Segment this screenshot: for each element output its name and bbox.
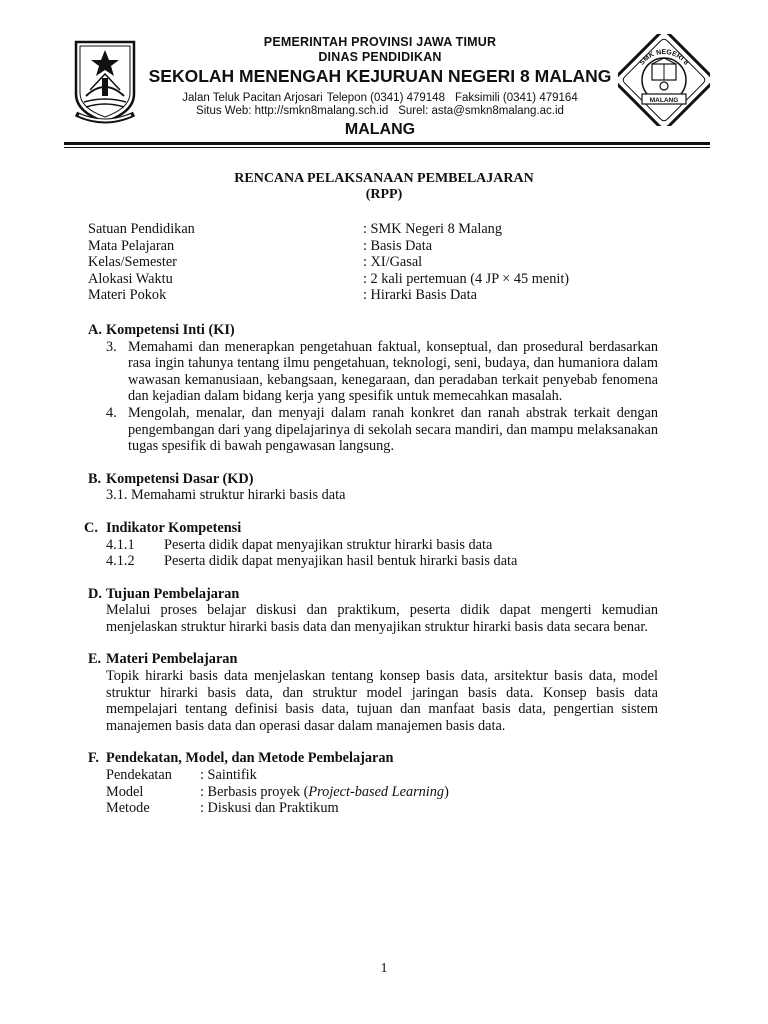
list-number: 3.: [106, 338, 117, 355]
identity-label: Kelas/Semester: [88, 254, 177, 271]
section-letter: D.: [88, 585, 102, 602]
section-kompetensi-dasar: [88, 471, 658, 504]
model-value: [200, 784, 449, 801]
section-title: Materi Pembelajaran: [106, 651, 238, 668]
section-heading: [88, 651, 658, 668]
section-pendekatan-model-metode: [88, 750, 658, 816]
section-title: Indikator Kompetensi: [106, 519, 242, 536]
list-item: [106, 405, 658, 455]
list-item: [106, 537, 658, 554]
title-line-1: RENCANA PELAKSANAAN PEMBELAJARAN: [234, 171, 534, 186]
department-line: DINAS PENDIDIKAN: [318, 49, 442, 64]
section-letter: E.: [88, 651, 102, 668]
smkn8-malang-school-logo-icon: [618, 34, 710, 126]
pendekatan-value: : Saintifik: [200, 767, 257, 784]
school-website: Situs Web: http://smkn8malang.sch.id: [196, 105, 389, 117]
school-address: Jalan Teluk Pacitan Arjosari: [182, 91, 323, 104]
section-heading: [88, 750, 658, 767]
list-text: Peserta didik dapat menyajikan hasil bentuk hirarki basis data: [164, 553, 518, 570]
model-value-italic: Project-based Learning: [308, 783, 445, 800]
section-title: Kompetensi Dasar (KD): [106, 470, 254, 487]
identity-block: [88, 221, 658, 304]
identity-label: Alokasi Waktu: [88, 270, 173, 287]
identity-value: : Hirarki Basis Data: [363, 287, 477, 304]
school-fax: Faksimili (0341) 479164: [454, 91, 578, 104]
identity-value: : Basis Data: [363, 237, 433, 254]
section-heading: [84, 520, 658, 537]
letterhead: [64, 30, 710, 138]
identity-label: Mata Pelajaran: [88, 237, 175, 254]
model-value-suffix: ): [444, 783, 449, 800]
section-title: Kompetensi Inti (KI): [106, 321, 235, 338]
list-number: 4.1.2: [106, 553, 135, 570]
school-city: MALANG: [344, 120, 416, 138]
identity-row: [88, 221, 658, 238]
list-number: 4.1.1: [106, 536, 135, 553]
letterhead-rule-thick: [64, 142, 710, 145]
identity-row: [88, 287, 658, 304]
metode-label: Metode: [106, 800, 150, 817]
document-body: [84, 221, 658, 817]
document-title: [0, 171, 768, 203]
identity-row: [88, 254, 658, 271]
section-letter: B.: [88, 470, 102, 487]
metode-row: [106, 800, 658, 817]
section-heading: [88, 471, 658, 488]
identity-value: : SMK Negeri 8 Malang: [363, 221, 502, 237]
page-number: 1: [380, 961, 388, 976]
section-tujuan-pembelajaran: [88, 586, 658, 636]
list-text: Mengolah, menalar, dan menyaji dalam ranah konkret dan ranah abstrak terkait dengan pengembangan dari yang dipelajarinya di sekolah secara mandiri, dan mampu melaksanakan tugas spesifik di bawah pengawasan langsung.: [128, 404, 658, 455]
section-letter: F.: [88, 750, 99, 767]
section-letter: A.: [88, 321, 102, 338]
identity-value: : XI/Gasal: [363, 254, 423, 271]
government-line: PEMERINTAH PROVINSI JAWA TIMUR: [263, 35, 497, 49]
identity-label: Satuan Pendidikan: [88, 221, 195, 237]
school-phone: Telepon (0341) 479148: [326, 91, 445, 104]
section-title: Tujuan Pembelajaran: [106, 585, 240, 602]
identity-row: [88, 271, 658, 288]
contact-line-2: [146, 106, 614, 118]
section-text: Topik hirarki basis data menjelaskan tentang konsep basis data, arsitektur basis data, model struktur hirarki basis data, dan struktur model jaringan basis data. Konsep basis data mempelajari tentang definisi basis data, tujuan dan manfaat basis data, pengertian sistem manajemen basis data dan operasi dasar dalam manajemen basis data.: [106, 668, 658, 734]
list-item: [106, 553, 658, 570]
letterhead-rule-thin: [64, 147, 710, 148]
school-name: SEKOLAH MENENGAH KEJURUAN NEGERI 8 MALANG: [148, 66, 612, 86]
section-heading: [88, 586, 658, 603]
section-kompetensi-inti: [88, 322, 658, 455]
pendekatan-row: [106, 767, 658, 784]
school-email: Surel: asta@smkn8malang.ac.id: [398, 105, 564, 117]
contact-line-1: [146, 93, 614, 105]
logo-bottom-text: MALANG: [649, 97, 679, 104]
section-letter: C.: [84, 519, 98, 536]
model-label: Model: [106, 783, 144, 800]
section-text: Melalui proses belajar diskusi dan praktikum, peserta didik dapat mengerti kemudian menjelaskan struktur hirarki basis data dan menyajikan struktur hirarki basis data secara benar.: [106, 602, 658, 635]
list-text: Memahami dan menerapkan pengetahuan faktual, konseptual, dan prosedural berdasarkan rasa ingin tahunya tentang ilmu pengetahuan, teknologi, seni, budaya, dan humaniora dalam wawasan kemanusiaan, kebangsaan, kenegaraan, dan peradaban terkait penyebab fenomena dan kejadian dalam bidang kerja yang spesifik untuk memecahkan masalah.: [128, 338, 658, 405]
identity-value: : 2 kali pertemuan (4 JP × 45 menit): [363, 270, 570, 287]
pendekatan-label: Pendekatan: [106, 767, 172, 784]
section-title: Pendekatan, Model, dan Metode Pembelajaran: [106, 750, 394, 767]
section-indikator-kompetensi: [84, 520, 658, 570]
model-value-prefix: : Berbasis proyek (: [200, 783, 309, 800]
list-item: [106, 339, 658, 405]
section-heading: [88, 322, 658, 339]
logo-top-text: SMK NEGERI 8: [638, 48, 690, 67]
section-text: 3.1. Memahami struktur hirarki basis data: [106, 487, 346, 504]
section-materi-pembelajaran: [88, 651, 658, 734]
metode-value: : Diskusi dan Praktikum: [200, 800, 339, 817]
identity-row: [88, 238, 658, 255]
model-row: [106, 784, 658, 801]
list-number: 4.: [106, 404, 117, 421]
identity-label: Materi Pokok: [88, 287, 167, 304]
east-java-province-emblem-icon: [72, 38, 138, 126]
title-line-2: (RPP): [365, 187, 403, 202]
list-text: Peserta didik dapat menyajikan struktur hirarki basis data: [164, 536, 493, 553]
